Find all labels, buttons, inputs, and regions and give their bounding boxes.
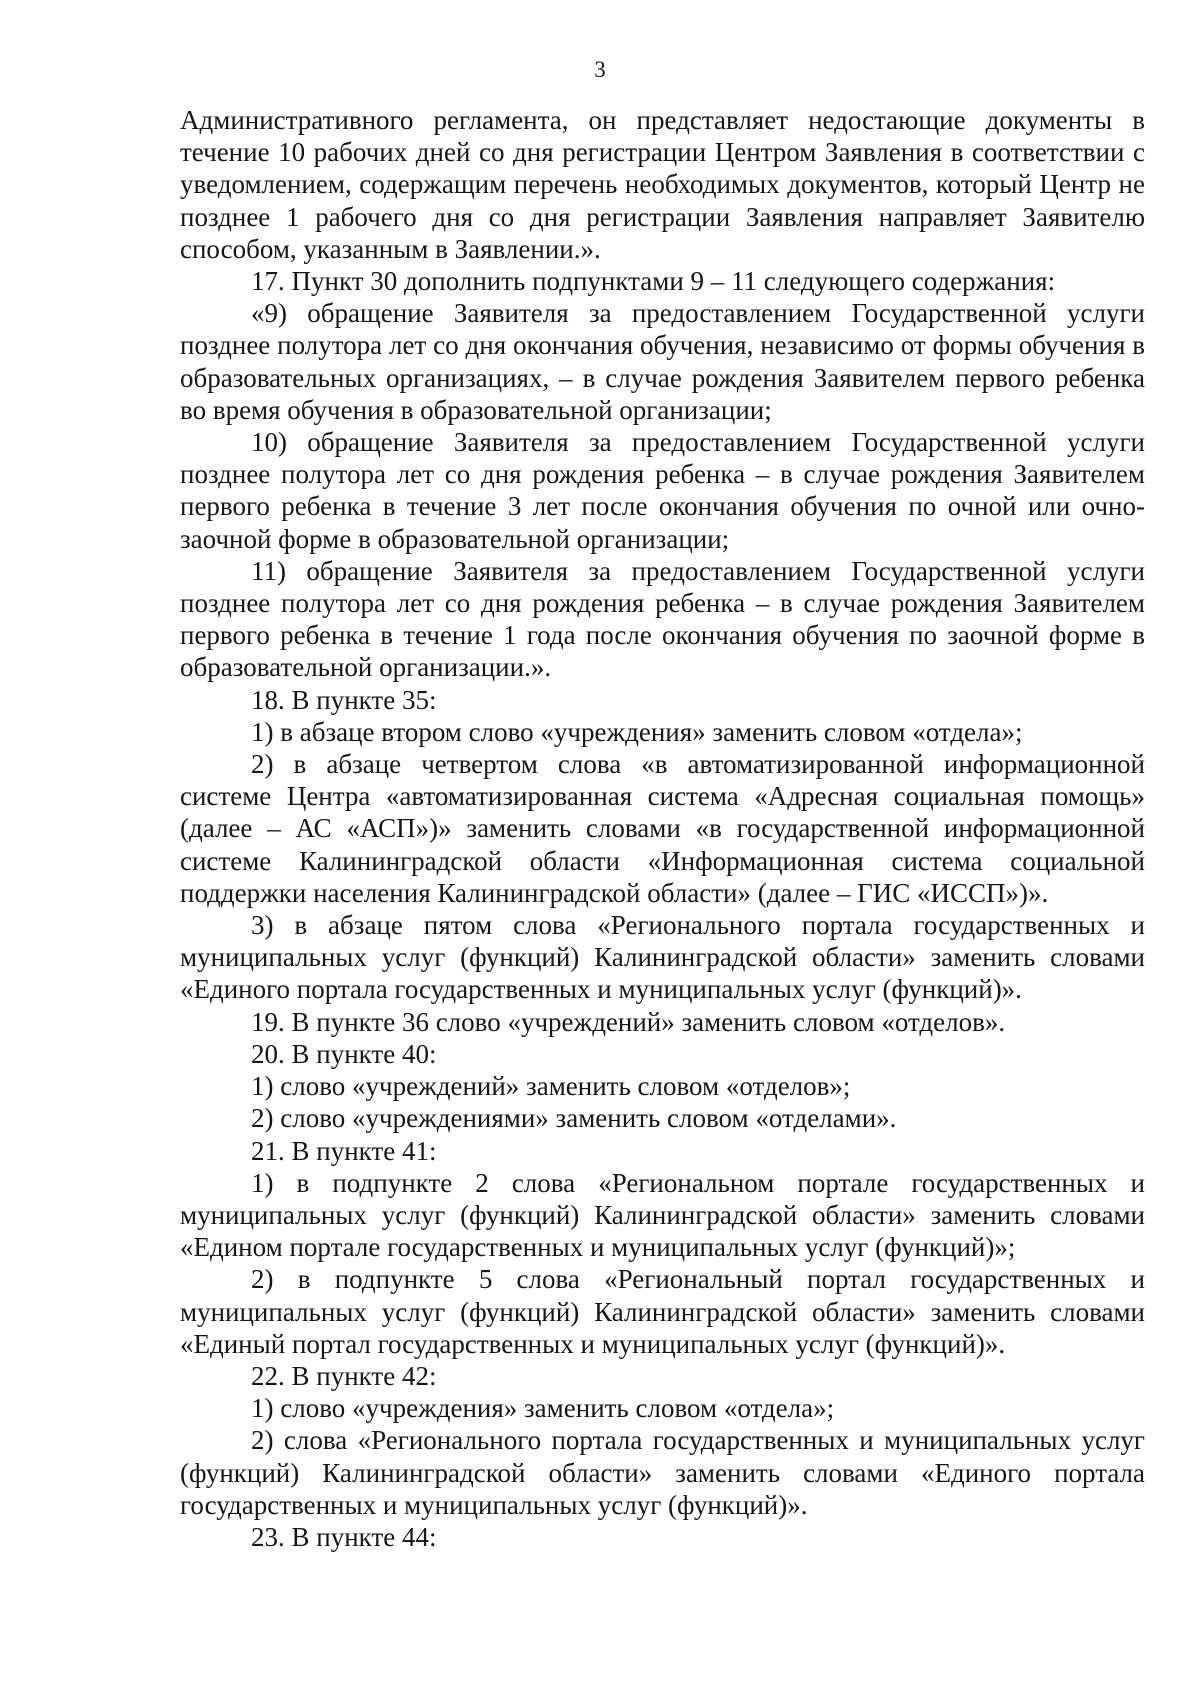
paragraph: 2) в подпункте 5 слова «Региональный портал государственных и муниципальных услуг (функций) Калининградской области» заменить словами «Единый портал государственных и муниципальных услуг (функций)».: [180, 1264, 1145, 1359]
paragraph: 1) в абзаце втором слово «учреждения» заменить словом «отдела»;: [251, 716, 1023, 747]
paragraph: 23. В пункте 44:: [251, 1521, 437, 1552]
paragraph: 19. В пункте 36 слово «учреждений» заменить словом «отделов».: [251, 1006, 1006, 1037]
paragraph: 10) обращение Заявителя за предоставлением Государственной услуги позднее полутора лет со дня рождения ребенка – в случае рождения Заявителем первого ребенка в течение 3 лет после окончания обучения по очной или очно-заочной форме в образовательной организации;: [180, 427, 1145, 554]
paragraph: 2) слово «учреждениями» заменить словом «отделами».: [251, 1103, 897, 1134]
paragraph: 18. В пункте 35:: [251, 684, 437, 715]
page-number: 3: [594, 57, 606, 82]
paragraph: 22. В пункте 42:: [251, 1360, 437, 1391]
paragraph: Административного регламента, он представляет недостающие документы в течение 10 рабочих дней со дня регистрации Центром Заявления в соответствии с уведомлением, содержащим перечень необходимых документов, который Центр не позднее 1 рабочего дня со дня регистрации Заявления направляет Заявителю способом, указанным в Заявлении.».: [180, 105, 1145, 264]
paragraph: 1) слово «учреждения» заменить словом «отдела»;: [251, 1393, 835, 1424]
paragraph: 2) слова «Регионального портала государственных и муниципальных услуг (функций) Калининградской области» заменить словами «Единого портала государственных и муниципальных услуг (функций)».: [180, 1425, 1145, 1520]
document-body: [180, 104, 1145, 1553]
paragraph: 21. В пункте 41:: [251, 1135, 437, 1166]
paragraph: 1) слово «учреждений» заменить словом «отделов»;: [251, 1071, 851, 1102]
paragraph: 20. В пункте 40:: [251, 1038, 437, 1069]
paragraph: 3) в абзаце пятом слова «Регионального портала государственных и муниципальных услуг (функций) Калининградской области» заменить словами «Единого портала государственных и муниципальных услуг (функций)».: [180, 910, 1145, 1005]
paragraph: 17. Пункт 30 дополнить подпунктами 9 – 11 следующего содержания:: [251, 266, 1056, 297]
paragraph: 11) обращение Заявителя за предоставлением Государственной услуги позднее полутора лет со дня рождения ребенка – в случае рождения Заявителем первого ребенка в течение 1 года после окончания обучения по заочной форме в образовательной организации.».: [180, 555, 1145, 683]
paragraph: 1) в подпункте 2 слова «Региональном портале государственных и муниципальных услуг (функций) Калининградской области» заменить словами «Едином портале государственных и муниципальных услуг (функций)»;: [180, 1167, 1145, 1263]
paragraph: 2) в абзаце четвертом слова «в автоматизированной информационной системе Центра «автоматизированная система «Адресная социальная помощь» (далее – АС «АСП»)» заменить словами «в государственной информационной системе Калининградской области «Информационная система социальной поддержки населения Калининградской области» (далее – ГИС «ИССП»)».: [180, 749, 1145, 908]
paragraph: «9) обращение Заявителя за предоставлением Государственной услуги позднее полутора лет со дня окончания обучения, независимо от формы обучения в образовательных организациях, – в случае рождения Заявителем первого ребенка во время обучения в образовательной организации;: [180, 298, 1145, 425]
